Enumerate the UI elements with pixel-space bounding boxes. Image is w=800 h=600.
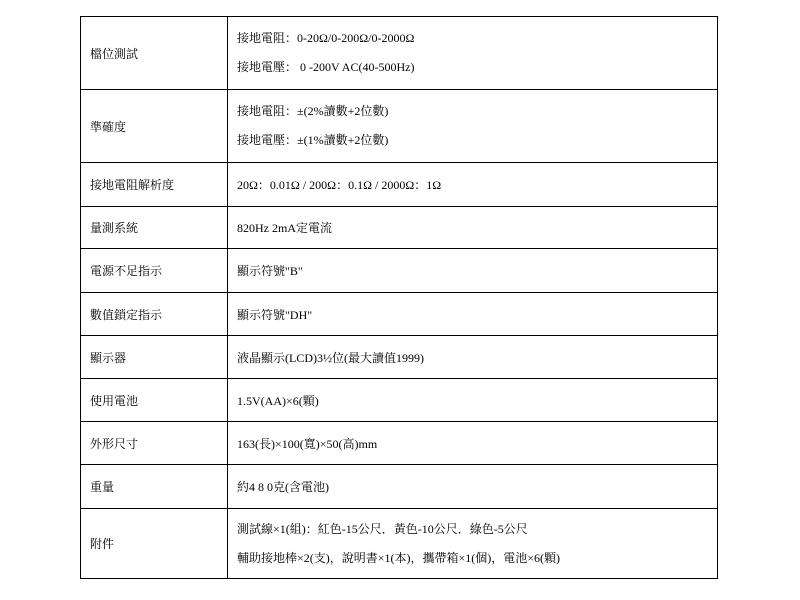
spec-label: 量測系統 (81, 207, 228, 249)
spec-label: 檔位測試 (81, 17, 228, 90)
spec-label: 顯示器 (81, 336, 228, 379)
spec-label: 準確度 (81, 90, 228, 163)
spec-label: 接地電阻解析度 (81, 163, 228, 207)
spec-value-line: 測試線×1(組)：紅色-15公尺．黃色-10公尺．綠色-5公尺 (237, 521, 528, 536)
spec-label: 電源不足指示 (81, 249, 228, 293)
spec-table (80, 16, 718, 579)
spec-value-line: 163(長)×100(寬)×50(高)mm (237, 436, 378, 451)
spec-value-line: 820Hz 2mA定電流 (237, 221, 332, 235)
spec-label: 使用電池 (81, 379, 228, 422)
spec-value-line: 接地電壓： 0 -200V AC(40-500Hz) (237, 60, 415, 74)
spec-value (228, 293, 718, 336)
spec-value-line: 1.5V(AA)×6(顆) (237, 393, 319, 408)
spec-value-line: 接地電壓：±(1%讀數+2位數) (237, 133, 389, 147)
spec-value-line: 約4 8 0克(含電池) (237, 480, 329, 494)
table-row (81, 293, 718, 336)
spec-value-line: 接地電阻：±(2%讀數+2位數) (237, 104, 389, 118)
spec-value (228, 249, 718, 293)
spec-value (228, 90, 718, 163)
spec-value (228, 336, 718, 379)
table-row (81, 509, 718, 579)
spec-value (228, 509, 718, 579)
spec-value (228, 422, 718, 465)
table-row (81, 336, 718, 379)
spec-value (228, 207, 718, 249)
spec-label: 附件 (81, 509, 228, 579)
spec-value-line: 輔助接地棒×2(支)，說明書×1(本)，攜帶箱×1(個)，電池×6(顆) (237, 550, 561, 565)
spec-label: 數值鎖定指示 (81, 293, 228, 336)
spec-value (228, 17, 718, 90)
table-row (81, 17, 718, 90)
spec-label: 重量 (81, 465, 228, 509)
spec-value-line: 顯示符號"DH" (237, 307, 313, 322)
spec-value (228, 379, 718, 422)
table-row (81, 249, 718, 293)
table-row (81, 90, 718, 163)
table-row (81, 422, 718, 465)
spec-value-line: 液晶顯示(LCD)3½位(最大讀值1999) (237, 350, 424, 365)
spec-value (228, 163, 718, 207)
spec-value-line: 顯示符號"B" (237, 264, 303, 278)
spec-value (228, 465, 718, 509)
spec-value-line: 20Ω：0.01Ω / 200Ω：0.1Ω / 2000Ω：1Ω (237, 178, 442, 192)
table-row (81, 465, 718, 509)
spec-label: 外形尺寸 (81, 422, 228, 465)
table-row (81, 163, 718, 207)
spec-value-line: 接地電阻：0-20Ω/0-200Ω/0-2000Ω (237, 31, 415, 45)
table-row (81, 379, 718, 422)
table-row (81, 207, 718, 249)
spec-table-body (81, 17, 718, 579)
